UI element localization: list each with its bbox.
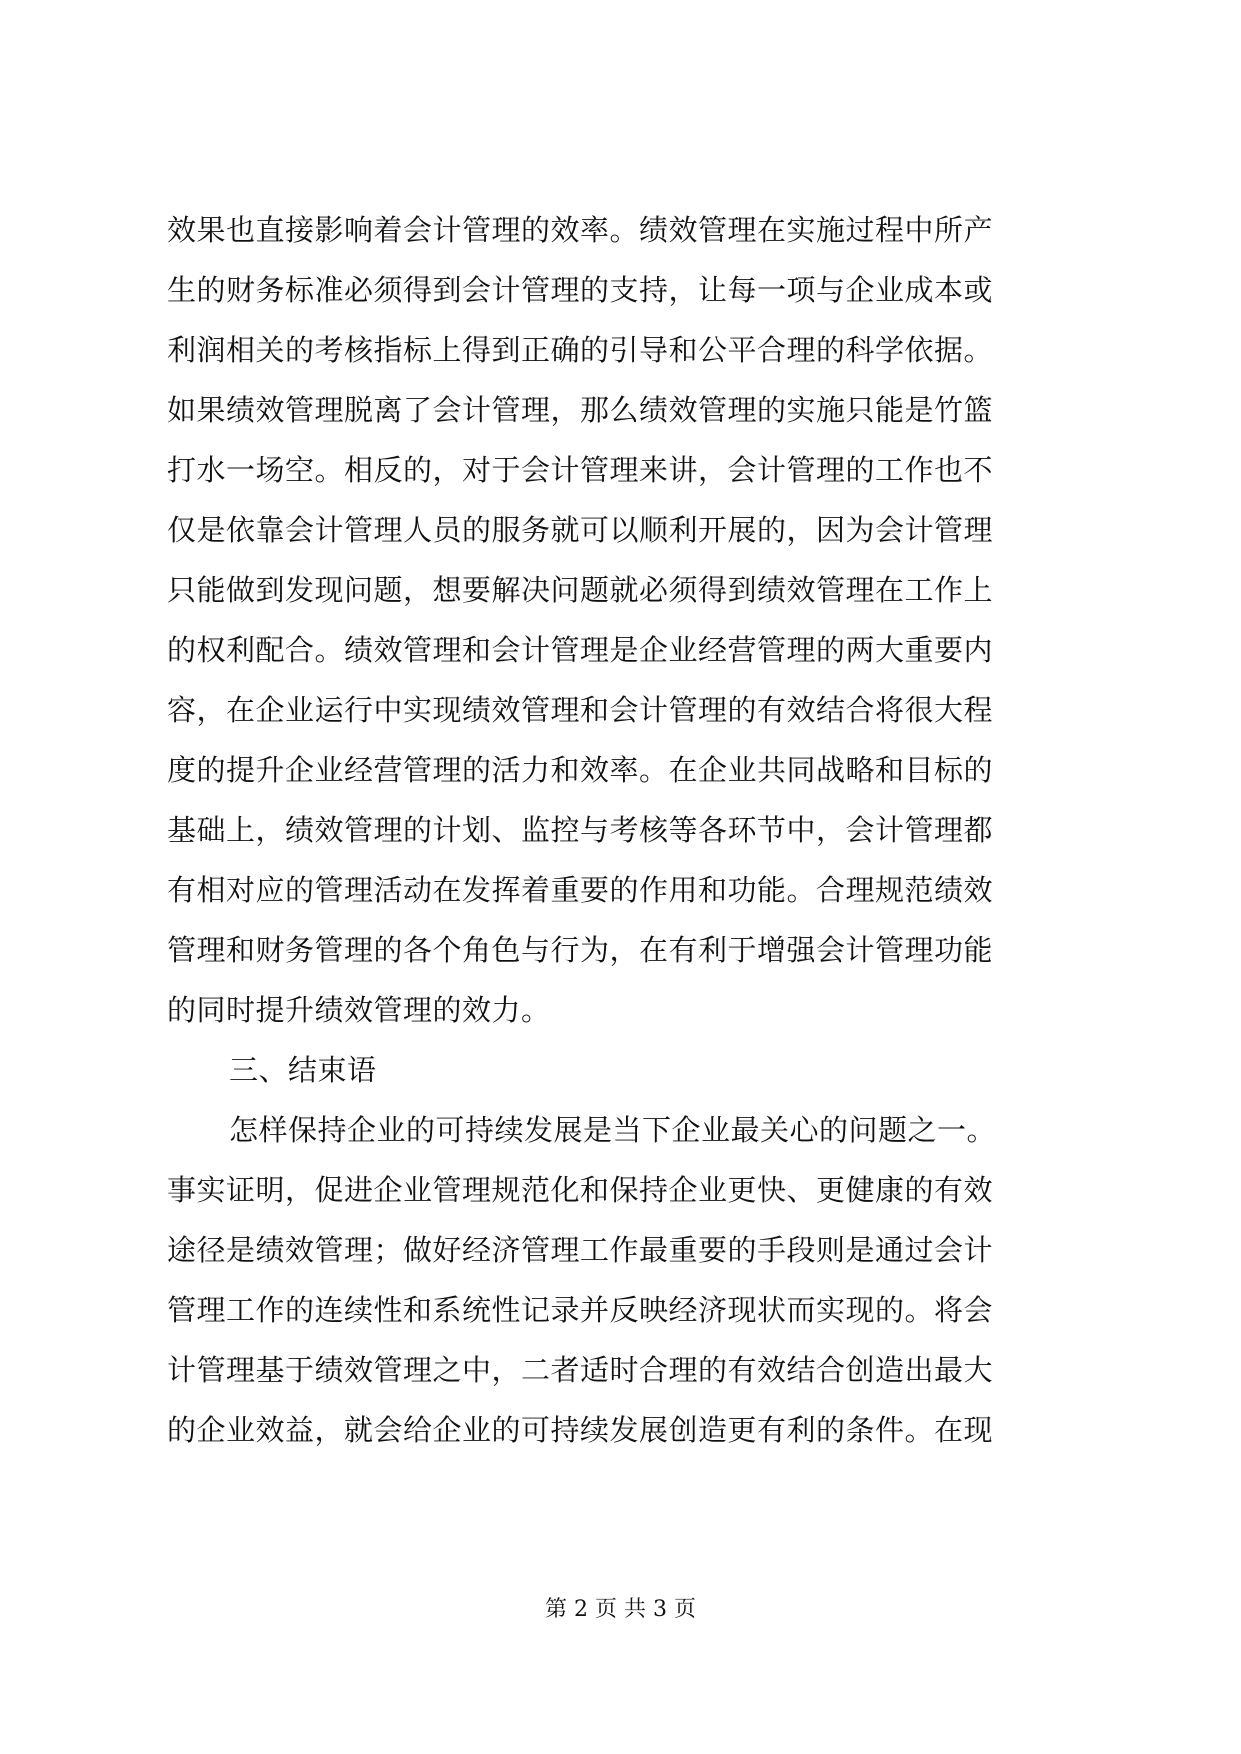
text-line: 容，在企业运行中实现绩效管理和会计管理的有效结合将很大程 xyxy=(167,693,994,727)
text-line: 的企业效益，就会给企业的可持续发展创造更有利的条件。在现 xyxy=(167,1413,994,1447)
text-line: 有相对应的管理活动在发挥着重要的作用和功能。合理规范绩效 xyxy=(167,873,994,907)
text-line: 管理工作的连续性和系统性记录并反映经济现状而实现的。将会 xyxy=(167,1293,994,1327)
text-line: 效果也直接影响着会计管理的效率。绩效管理在实施过程中所产 xyxy=(167,213,994,247)
page-number-footer: 第 2 页 共 3 页 xyxy=(545,1597,696,1622)
text-line: 的同时提升绩效管理的效力。 xyxy=(167,993,551,1027)
text-line: 生的财务标准必须得到会计管理的支持，让每一项与企业成本或 xyxy=(167,273,994,307)
text-line: 基础上，绩效管理的计划、监控与考核等各环节中，会计管理都 xyxy=(167,813,994,847)
text-line: 怎样保持企业的可持续发展是当下企业最关心的问题之一。 xyxy=(229,1113,997,1147)
text-line: 只能做到发现问题，想要解决问题就必须得到绩效管理在工作上 xyxy=(167,573,994,607)
text-line: 计管理基于绩效管理之中，二者适时合理的有效结合创造出最大 xyxy=(167,1353,994,1387)
text-line: 途径是绩效管理；做好经济管理工作最重要的手段则是通过会计 xyxy=(167,1233,994,1267)
text-line: 事实证明，促进企业管理规范化和保持企业更快、更健康的有效 xyxy=(167,1173,994,1207)
text-line: 的权利配合。绩效管理和会计管理是企业经营管理的两大重要内 xyxy=(167,633,994,667)
text-line: 利润相关的考核指标上得到正确的引导和公平合理的科学依据。 xyxy=(167,333,994,367)
text-line: 度的提升企业经营管理的活力和效率。在企业共同战略和目标的 xyxy=(167,753,994,787)
text-line: 如果绩效管理脱离了会计管理，那么绩效管理的实施只能是竹篮 xyxy=(167,393,994,427)
text-line: 管理和财务管理的各个角色与行为，在有利于增强会计管理功能 xyxy=(167,933,994,967)
section-heading: 三、结束语 xyxy=(229,1053,377,1087)
document-body xyxy=(167,200,1087,1460)
text-line: 打水一场空。相反的，对于会计管理来讲，会计管理的工作也不 xyxy=(167,453,994,487)
text-line: 仅是依靠会计管理人员的服务就可以顺利开展的，因为会计管理 xyxy=(167,513,994,547)
